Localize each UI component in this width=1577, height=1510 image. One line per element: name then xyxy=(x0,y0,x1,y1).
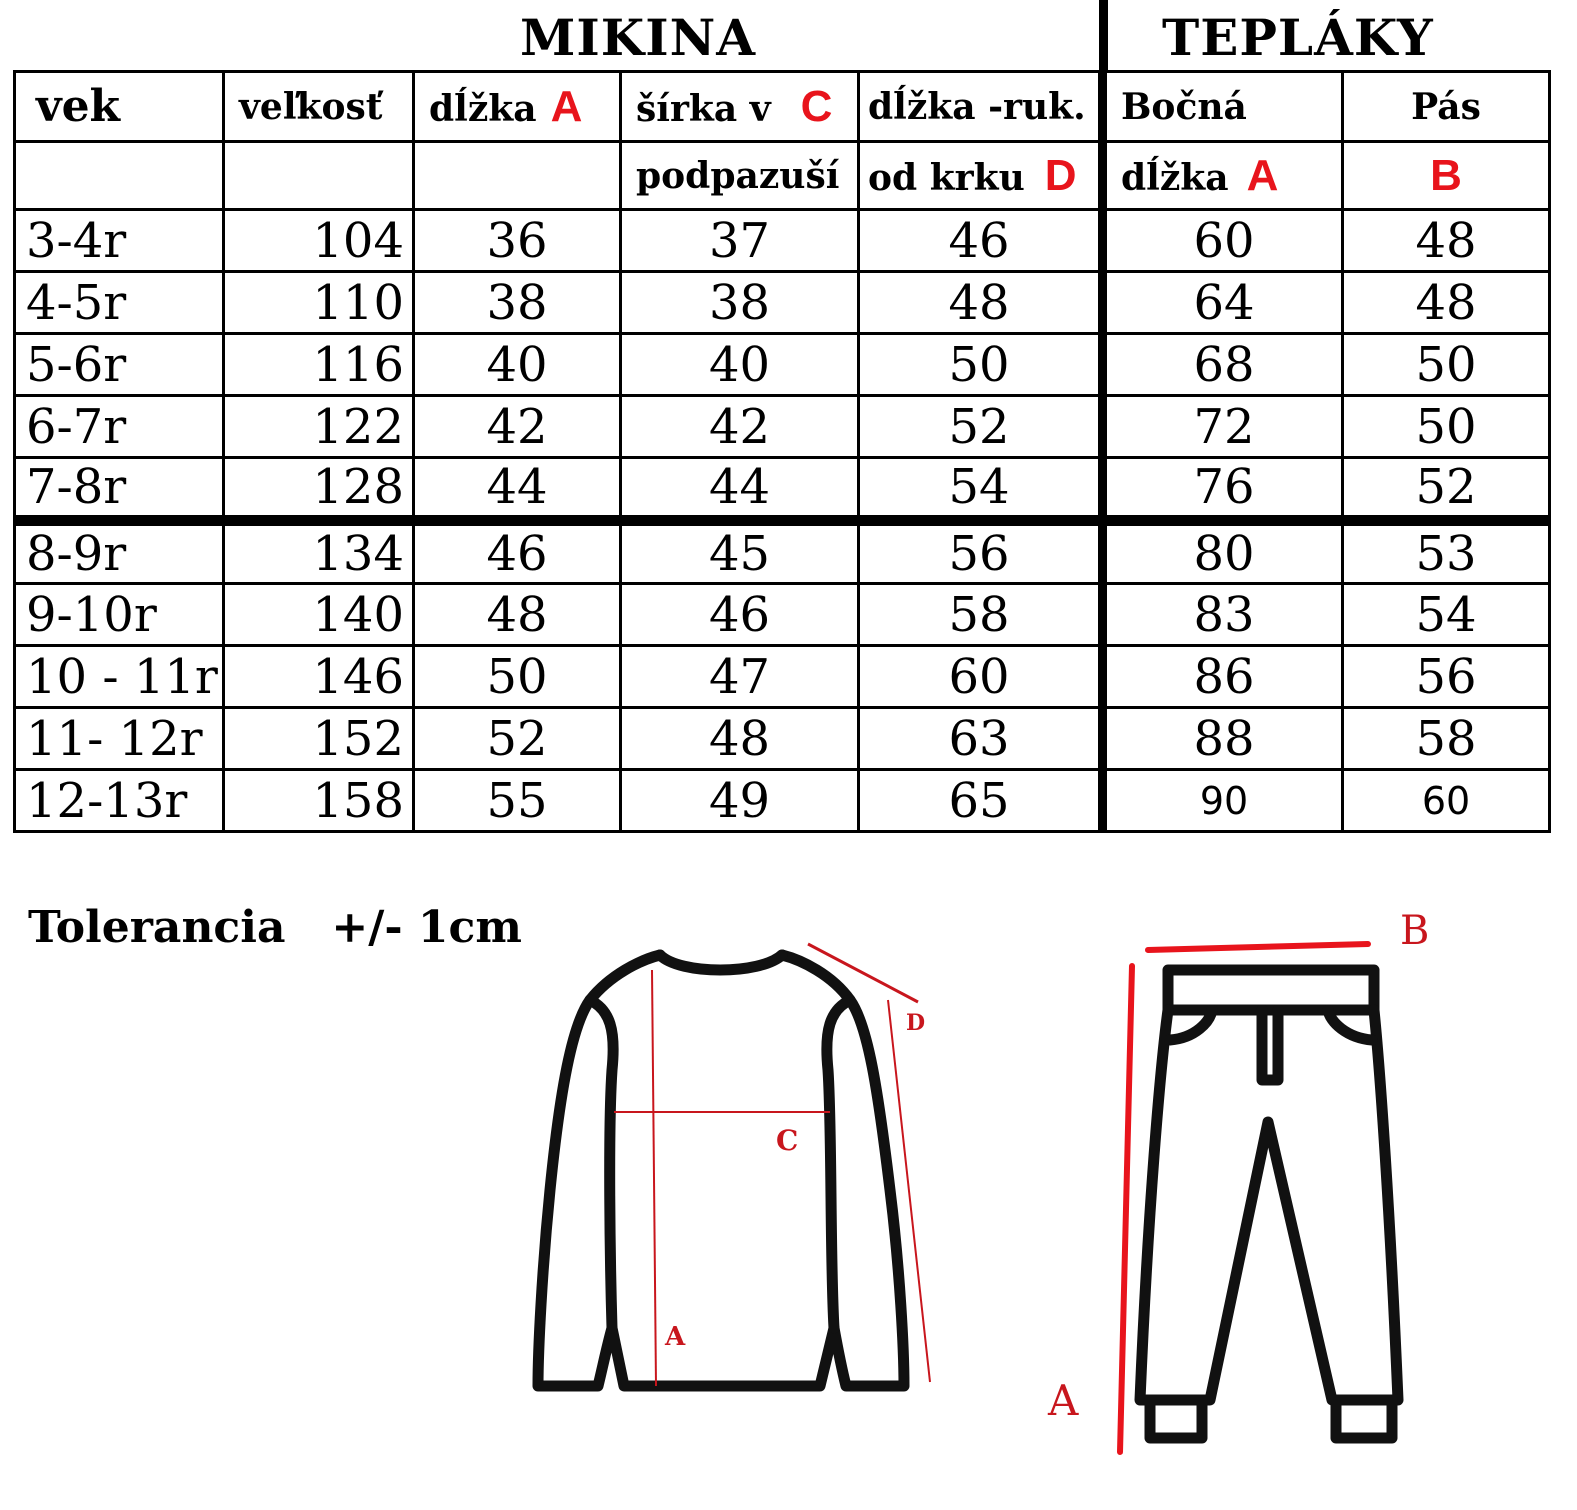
cell-length: 46 xyxy=(414,521,621,584)
cell-size: 128 xyxy=(224,458,414,521)
cell-side: 68 xyxy=(1103,334,1343,396)
cell-length: 36 xyxy=(414,210,621,272)
cell-age: 8-9r xyxy=(15,521,224,584)
header-row-2 xyxy=(15,142,1550,210)
cell-width: 42 xyxy=(621,396,859,458)
cell-waist: 54 xyxy=(1343,584,1550,646)
header-side: Bočná xyxy=(1103,72,1343,142)
cell-age: 4-5r xyxy=(15,272,224,334)
cell-width: 49 xyxy=(621,770,859,832)
table-row xyxy=(15,708,1550,770)
header-side-2-label: dĺžka xyxy=(1121,156,1229,199)
header-size: veľkosť xyxy=(224,72,414,142)
cell-sleeve: 65 xyxy=(859,770,1103,832)
cell-age: 5-6r xyxy=(15,334,224,396)
table-row xyxy=(15,770,1550,832)
cell-width: 45 xyxy=(621,521,859,584)
table-row xyxy=(15,521,1550,584)
table-row xyxy=(15,584,1550,646)
cell-width: 38 xyxy=(621,272,859,334)
header-width xyxy=(621,72,859,142)
table-row xyxy=(15,210,1550,272)
header-empty-cell xyxy=(224,142,414,210)
hoodie-title: MIKINA xyxy=(520,8,757,67)
table-row xyxy=(15,458,1550,521)
table-row xyxy=(15,272,1550,334)
cell-length: 44 xyxy=(414,458,621,521)
cell-side: 90 xyxy=(1103,770,1343,832)
cell-side: 86 xyxy=(1103,646,1343,708)
cell-side: 76 xyxy=(1103,458,1343,521)
header-sleeve: dĺžka -ruk. xyxy=(859,72,1103,142)
header-sleeve-letter: D xyxy=(1044,150,1077,200)
header-sleeve-2 xyxy=(859,142,1103,210)
header-empty-cell xyxy=(15,142,224,210)
cell-waist: 60 xyxy=(1343,770,1550,832)
cell-age: 7-8r xyxy=(15,458,224,521)
cell-width: 46 xyxy=(621,584,859,646)
cell-width: 40 xyxy=(621,334,859,396)
cell-size: 140 xyxy=(224,584,414,646)
cell-size: 152 xyxy=(224,708,414,770)
header-sleeve-2-label: od krku xyxy=(868,156,1025,199)
cell-waist: 48 xyxy=(1343,272,1550,334)
cell-sleeve: 46 xyxy=(859,210,1103,272)
header-age: vek xyxy=(15,72,224,142)
cell-size: 122 xyxy=(224,396,414,458)
cell-width: 37 xyxy=(621,210,859,272)
tolerance-note: Tolerancia +/- 1cm xyxy=(28,902,522,953)
header-waist: Pás xyxy=(1343,72,1550,142)
cell-size: 134 xyxy=(224,521,414,584)
cell-length: 48 xyxy=(414,584,621,646)
cell-waist: 58 xyxy=(1343,708,1550,770)
pants-title: TEPLÁKY xyxy=(1162,8,1434,67)
hoodie-label-c: C xyxy=(776,1124,799,1157)
cell-age: 12-13r xyxy=(15,770,224,832)
cell-size: 104 xyxy=(224,210,414,272)
cell-waist: 53 xyxy=(1343,521,1550,584)
hoodie-illustration xyxy=(520,930,940,1410)
cell-sleeve: 63 xyxy=(859,708,1103,770)
cell-width: 48 xyxy=(621,708,859,770)
cell-width: 47 xyxy=(621,646,859,708)
table-row xyxy=(15,396,1550,458)
cell-age: 9-10r xyxy=(15,584,224,646)
header-width-letter: C xyxy=(800,81,833,131)
header-empty-cell xyxy=(414,142,621,210)
header-width-label: šírka v xyxy=(636,87,771,130)
header-row-1 xyxy=(15,72,1550,142)
pants-label-a: A xyxy=(1048,1376,1079,1425)
cell-age: 11- 12r xyxy=(15,708,224,770)
cell-waist: 56 xyxy=(1343,646,1550,708)
header-side-letter: A xyxy=(1246,150,1279,200)
cell-width: 44 xyxy=(621,458,859,521)
cell-age: 6-7r xyxy=(15,396,224,458)
cell-side: 80 xyxy=(1103,521,1343,584)
header-length xyxy=(414,72,621,142)
cell-side: 88 xyxy=(1103,708,1343,770)
table-row xyxy=(15,646,1550,708)
cell-length: 50 xyxy=(414,646,621,708)
cell-size: 116 xyxy=(224,334,414,396)
table-row xyxy=(15,334,1550,396)
hoodie-label-a: A xyxy=(665,1322,686,1352)
cell-length: 38 xyxy=(414,272,621,334)
cell-age: 10 - 11r xyxy=(15,646,224,708)
cell-waist: 50 xyxy=(1343,396,1550,458)
cell-side: 60 xyxy=(1103,210,1343,272)
header-side-2 xyxy=(1103,142,1343,210)
cell-length: 52 xyxy=(414,708,621,770)
cell-sleeve: 50 xyxy=(859,334,1103,396)
cell-sleeve: 56 xyxy=(859,521,1103,584)
cell-size: 110 xyxy=(224,272,414,334)
cell-side: 72 xyxy=(1103,396,1343,458)
hoodie-label-d: D xyxy=(906,1010,926,1036)
cell-sleeve: 60 xyxy=(859,646,1103,708)
header-waist-letter: B xyxy=(1430,150,1462,200)
cell-sleeve: 58 xyxy=(859,584,1103,646)
cell-length: 55 xyxy=(414,770,621,832)
cell-sleeve: 54 xyxy=(859,458,1103,521)
header-width-2: podpazuší xyxy=(621,142,859,210)
cell-sleeve: 48 xyxy=(859,272,1103,334)
header-waist-2 xyxy=(1343,142,1550,210)
title-divider xyxy=(1099,0,1108,72)
cell-waist: 52 xyxy=(1343,458,1550,521)
pants-diagram xyxy=(1030,910,1470,1470)
cell-side: 64 xyxy=(1103,272,1343,334)
cell-length: 42 xyxy=(414,396,621,458)
header-length-letter: A xyxy=(550,81,583,131)
cell-waist: 50 xyxy=(1343,334,1550,396)
header-length-label: dĺžka xyxy=(429,87,537,130)
cell-size: 158 xyxy=(224,770,414,832)
cell-side: 83 xyxy=(1103,584,1343,646)
pants-illustration xyxy=(1030,910,1470,1470)
pants-label-b: B xyxy=(1400,908,1430,954)
cell-size: 146 xyxy=(224,646,414,708)
cell-sleeve: 52 xyxy=(859,396,1103,458)
size-chart-table xyxy=(13,70,1551,833)
hoodie-diagram xyxy=(520,930,940,1410)
cell-length: 40 xyxy=(414,334,621,396)
cell-waist: 48 xyxy=(1343,210,1550,272)
cell-age: 3-4r xyxy=(15,210,224,272)
